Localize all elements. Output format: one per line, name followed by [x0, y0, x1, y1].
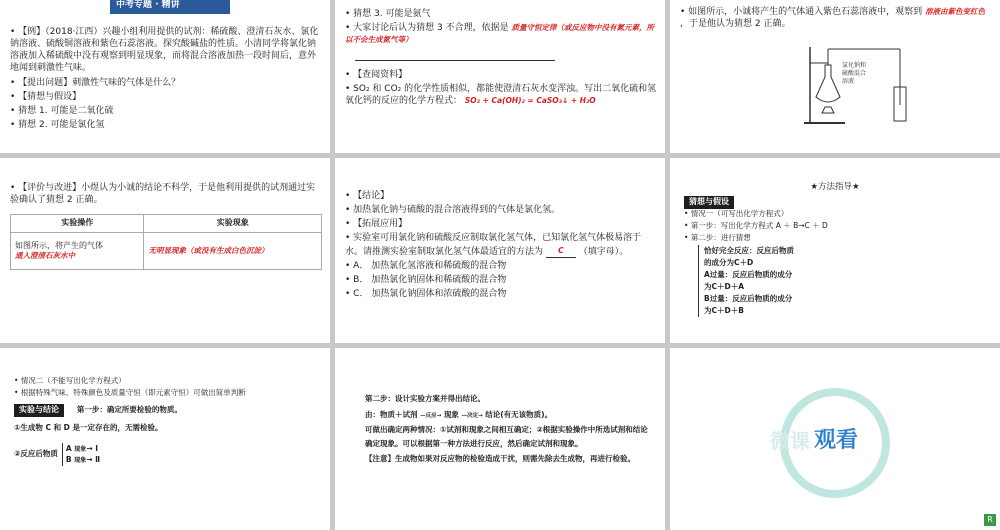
experiment-table: [10, 214, 322, 270]
item-one: ①生成物 C 和 D 是一定存在的，无需检验。: [14, 423, 163, 433]
phenomenon-answer: 无明显现象（或没有生成白色沉淀）: [148, 245, 269, 255]
guess-brace: 恰好完全反应：反应后物质 的成分为C＋D A过量：反应后物质的成分 为C＋D＋A B过量：反应后物质的成分 为C＋D＋B: [698, 245, 984, 317]
watch-text[interactable]: 观看: [814, 428, 859, 454]
option-b: • B． 加热氯化钠固体和稀硫酸的混合物: [345, 274, 507, 285]
operation-text: 如图所示，将产生的气体: [15, 240, 103, 250]
case-two: • 情况二（不能写出化学方程式）: [14, 376, 126, 385]
method-title: ★方法指导★: [810, 182, 860, 192]
extension-question: • 实验室可用氯化钠和硫酸反应制取氯化氢气体，已知氯化氢气体极易溶于水。请推测实验室制取氯化氢气体最适宜的方法为 C （填字母）。: [345, 233, 642, 257]
choice-answer: C: [558, 245, 564, 255]
table-header-operation: 实验操作: [11, 215, 144, 233]
answer-basis: 质量守恒定律（或反应物中没有氮元素，所以不会生成氨气等）: [345, 23, 654, 45]
option-a: • A． 加热氯化氢溶液和稀硫酸的混合物: [345, 260, 507, 271]
observation-text: • 如图所示，小诚将产生的气体通入紫色石蕊溶液中，观察到 溶液由紫色变红色 ，于是他认为猜想 2 正确。: [680, 7, 986, 30]
discussion-text: • 大家讨论后认为猜想 3 不合理，依据是 质量守恒定律（或反应物中没有氮元素，所以不会生成氨气等）: [345, 23, 654, 45]
step-two: • 第二步：进行猜想: [684, 233, 751, 243]
slide-4[interactable]: [0, 158, 330, 343]
slide-5[interactable]: [335, 158, 665, 343]
logo-icon: R: [984, 514, 996, 526]
hypothesis-tag: 猜想与假设: [684, 196, 734, 209]
example-text: • 【例】（2018·江西）兴趣小组利用提供的试剂：稀硫酸、澄清石灰水、氯化钠溶液、硫酸铜溶液和紫色石蕊溶液。探究酸碱盐的性质。小清同学将氯化钠溶液加入稀硫酸中没有观察到明显现象，而将混合溶液加热一段时间后，意外地闻到刺激性气味。: [10, 27, 319, 74]
apparatus-diagram: [800, 45, 920, 125]
slide-2[interactable]: [335, 0, 665, 153]
slide-8[interactable]: [335, 348, 665, 530]
answer-underline: [355, 54, 555, 61]
slide-7[interactable]: [0, 348, 330, 530]
table-row: [11, 233, 322, 270]
judgment-text: • 根据特殊气味、特殊颜色及质量守恒（即元素守恒）可做出简单判断: [14, 388, 246, 398]
micro-lesson-text: 微课: [770, 428, 810, 453]
formula-line: 由：物质＋试剂 —反应→ 现象 —决定→ 结论(有无该物质)。: [365, 409, 553, 419]
hypothesis-heading: • 【猜想与假设】: [10, 91, 82, 102]
hypothesis-2: • 猜想 2. 可能是氯化氢: [10, 119, 105, 130]
slide-1[interactable]: [0, 0, 330, 153]
step-two-text: 第二步：设计实验方案并得出结论。: [365, 394, 485, 403]
hypothesis-3: • 猜想 3. 可能是氨气: [345, 9, 431, 19]
conclusion-heading: • 【结论】: [345, 191, 390, 201]
slide-9[interactable]: [670, 348, 1000, 530]
experiment-tag: 实验与结论: [14, 404, 64, 417]
case-one: • 情况一（可写出化学方程式）: [684, 208, 789, 218]
slide-6[interactable]: [670, 158, 1000, 343]
branch-diagram: ②反应后物质 A 现象→ Ⅰ B 现象→ Ⅱ: [14, 444, 101, 465]
operation-answer: 通入澄清石灰水中: [15, 251, 75, 261]
hypothesis-1: • 猜想 1. 可能是二氧化硫: [10, 105, 114, 116]
extension-heading: • 【拓展应用】: [345, 219, 408, 230]
step-one-text: 第一步：确定所要检验的物质。: [76, 405, 182, 415]
flask-label: 氯化钠和: [842, 62, 867, 69]
evaluation-text: • 【评价与改进】小煜认为小诚的结论不科学，于是他利用提供的试剂通过实验确认了猜想 2 正确。: [10, 183, 316, 206]
slide-1-header: [110, 0, 230, 14]
observation-answer: 溶液由紫色变红色: [925, 7, 986, 16]
slide-3[interactable]: [670, 0, 1000, 153]
note-text: 【注意】生成物如果对反应物的检验造成干扰，则需先除去生成物，再进行检验。: [365, 454, 635, 464]
table-header-phenomenon: 实验现象: [144, 215, 322, 233]
svg-text:硫酸混合: 硫酸混合: [842, 70, 867, 77]
reference-text: • SO₂ 和 CO₂ 的化学性质相似，都能使澄清石灰水变浑浊。写出二氧化硫和氢氧化钙的反应的化学方程式： SO₂ + Ca(OH)₂ = CaSO₃↓ + H₂O: [345, 83, 657, 106]
step-one: • 第一步：写出化学方程式 A ＋ B→C ＋ D: [684, 220, 828, 230]
header-text: 中考专题 · 精讲: [116, 0, 180, 10]
reference-heading: • 【查阅资料】: [345, 69, 408, 80]
method-paragraph: 可做出确定两种情况：①试剂和现象之间相互确定；②根据实验操作中所选试剂和结论确定现象。可以根据第一种方法进行反应，然后确定试剂和现象。: [365, 425, 648, 448]
conclusion-text: • 加热氯化钠与硫酸的混合溶液得到的气体是氯化氢。: [345, 205, 561, 216]
question-text: • 【提出问题】刺激性气味的气体是什么？: [10, 77, 181, 88]
option-c: • C． 加热氯化钠固体和浓硫酸的混合物: [345, 288, 507, 299]
svg-text:溶液: 溶液: [842, 78, 855, 85]
equation-answer: SO₂ + Ca(OH)₂ = CaSO₃↓ + H₂O: [464, 95, 596, 105]
